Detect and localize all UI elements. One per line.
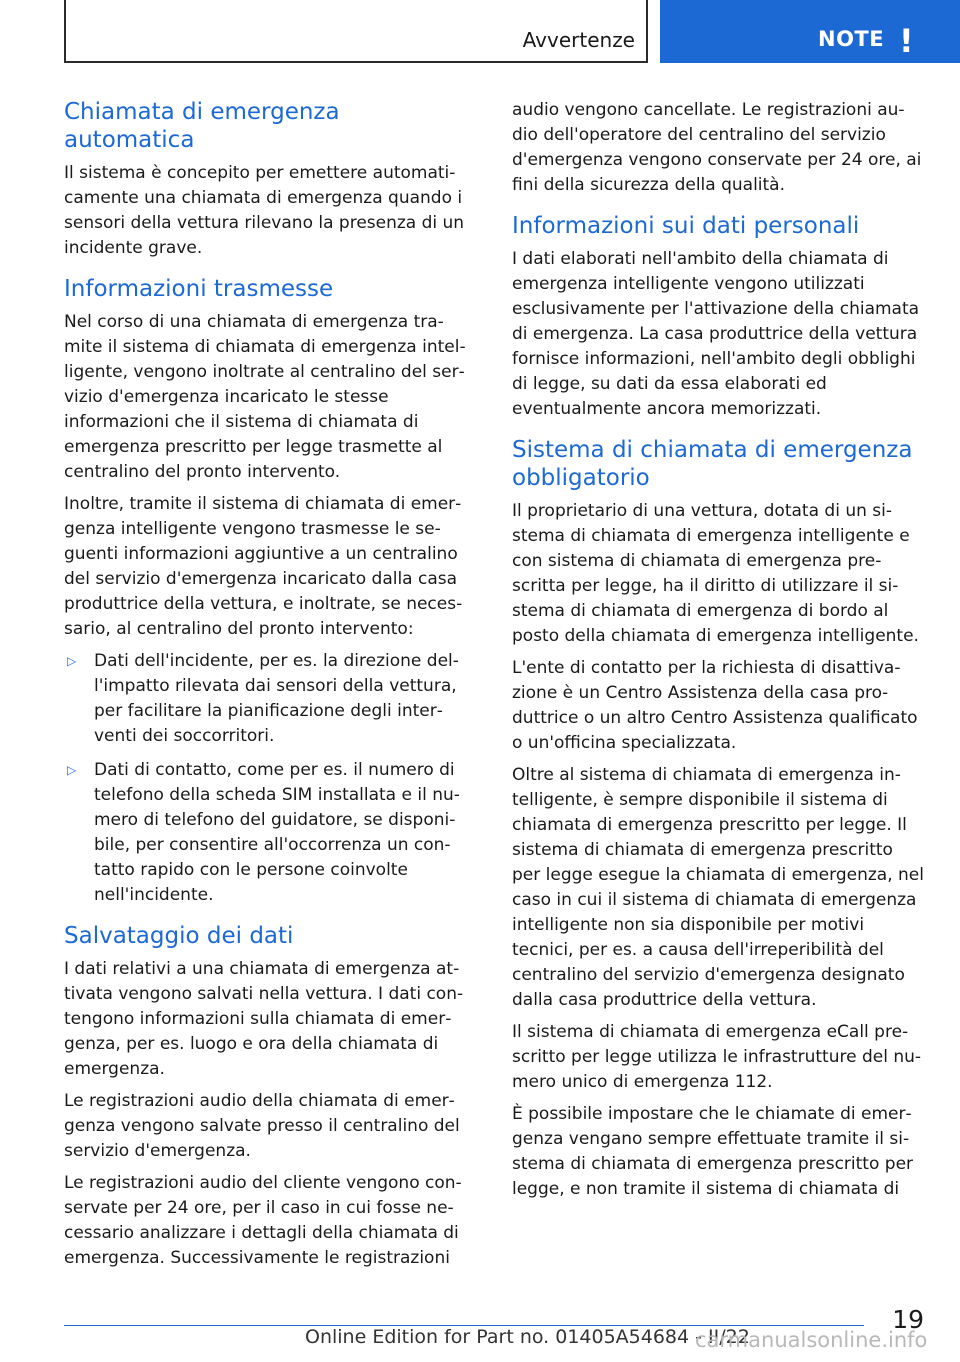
paragraph: Le registrazioni audio della chiamata di emergenza vengono salvate presso il centralino del servizio d'emergenza. [64,1091,460,1161]
watermark: carmanualsonline.info [695,1328,928,1352]
paragraph: Il sistema di chiamata di emergenza eCall prescritto per legge utilizza le infrastrutture del numero unico di emergenza 112. [512,1022,922,1092]
heading-automatic-emergency-call: Chiamata di emergenza automatica [64,99,340,153]
paragraph: I dati relativi a una chiamata di emergenza attivata vengono salvati nella vettura. I dati contengono informazioni sulla chiamata di emergenza, per es. luogo e ora della chiamata di emergenza. [64,959,464,1079]
edition-footer: Online Edition for Part no. 01405A54684 - II/22 [305,1326,750,1348]
paragraph: I dati elaborati nell'ambito della chiamata di emergenza intelligente vengono utilizzati esclusivamente per l'attivazione della chiamata di emergenza. La casa produttrice della vettura fornisce informazioni, nell'ambito degli obblighi di legge, su dati da essa elaborati ed eventualmente ancora memorizzati. [512,249,920,419]
paragraph: Oltre al sistema di chiamata di emergenza intelligente, è sempre disponibile il sistema di chiamata di emergenza prescritto per legge. Il sistema di chiamata di emergenza prescritto per legge esegue la chiamata di emergenza, nel caso in cui il sistema di chiamata di emergenza intelligente non sia disponibile per motivi tecnici, per es. a causa dell'irreperibilità del centralino del servizio d'emergenza designato dalla casa produttrice della vettura. [512,765,924,1010]
left-column [64,98,476,1278]
header-section-title: Avvertenze [522,28,635,52]
note-badge-label: NOTE [818,27,885,51]
bullet-list [64,649,476,908]
paragraph: Il sistema è concepito per emettere automaticamente una chiamata di emergenza quando i sensori della vettura rilevano la presenza di un incidente grave. [64,163,465,258]
paragraph: Le registrazioni audio del cliente vengono conservate per 24 ore, per il caso in cui fosse necessario analizzare i dettagli della chiamata di emergenza. Successivamente le registrazioni [64,1173,462,1268]
triangle-right-icon: ▷ [67,763,77,777]
heading-personal-data: Informazioni sui dati personali [512,213,860,239]
list-item-text: Dati di contatto, come per es. il numero di telefono della scheda SIM installata e il numero di telefono del guidatore, se disponibile, per consentire all'occorrenza un contatto rapido con le persone coinvolte nell'incidente. [94,760,460,905]
paragraph: L'ente di contatto per la richiesta di disattivazione è un Centro Assistenza della casa produttrice o un altro Centro Assistenza qualificato o un'officina specializzata. [512,658,918,753]
paragraph: È possibile impostare che le chiamate di emergenza vengano sempre effettuate tramite il sistema di chiamata di emergenza prescritto per legge, e non tramite il sistema di chiamata di [512,1104,914,1199]
heading-mandatory-system: Sistema di chiamata di emergenza obbligatorio [512,437,913,491]
list-item [64,649,476,749]
paragraph: Nel corso di una chiamata di emergenza tramite il sistema di chiamata di emergenza intelligente, vengono inoltrate al centralino del servizio d'emergenza incaricato le stesse informazioni che il sistema di chiamata di emergenza prescritto per legge trasmette al centralino del pronto intervento. [64,312,466,482]
triangle-right-icon: ▷ [67,654,77,668]
list-item-text: Dati dell'incidente, per es. la direzione dell'impatto rilevata dai sensori della vettura, per facilitare la pianificazione degli interventi dei soccorritori. [94,651,459,746]
list-item [64,758,476,908]
paragraph: Inoltre, tramite il sistema di chiamata di emergenza intelligente vengono trasmesse le seguenti informazioni aggiuntive a un centralino del servizio d'emergenza incaricato dalla casa produttrice della vettura, e inoltrate, se necessario, al centralino del pronto intervento: [64,494,463,639]
heading-transmitted-info: Informazioni trasmesse [64,276,334,302]
header-note-badge [660,0,960,63]
paragraph: audio vengono cancellate. Le registrazioni audio dell'operatore del centralino del servizio d'emergenza vengono conservate per 24 ore, ai fini della sicurezza della qualità. [512,100,922,195]
exclamation-icon: ! [899,22,914,60]
heading-data-storage: Salvataggio dei dati [64,923,294,949]
right-column [512,98,924,1209]
page-number: 19 [892,1305,924,1334]
paragraph: Il proprietario di una vettura, dotata di un sistema di chiamata di emergenza intelligente e con sistema di chiamata di emergenza prescritta per legge, ha il diritto di utilizzare il sistema di chiamata di emergenza di bordo al posto della chiamata di emergenza intelligente. [512,501,919,646]
